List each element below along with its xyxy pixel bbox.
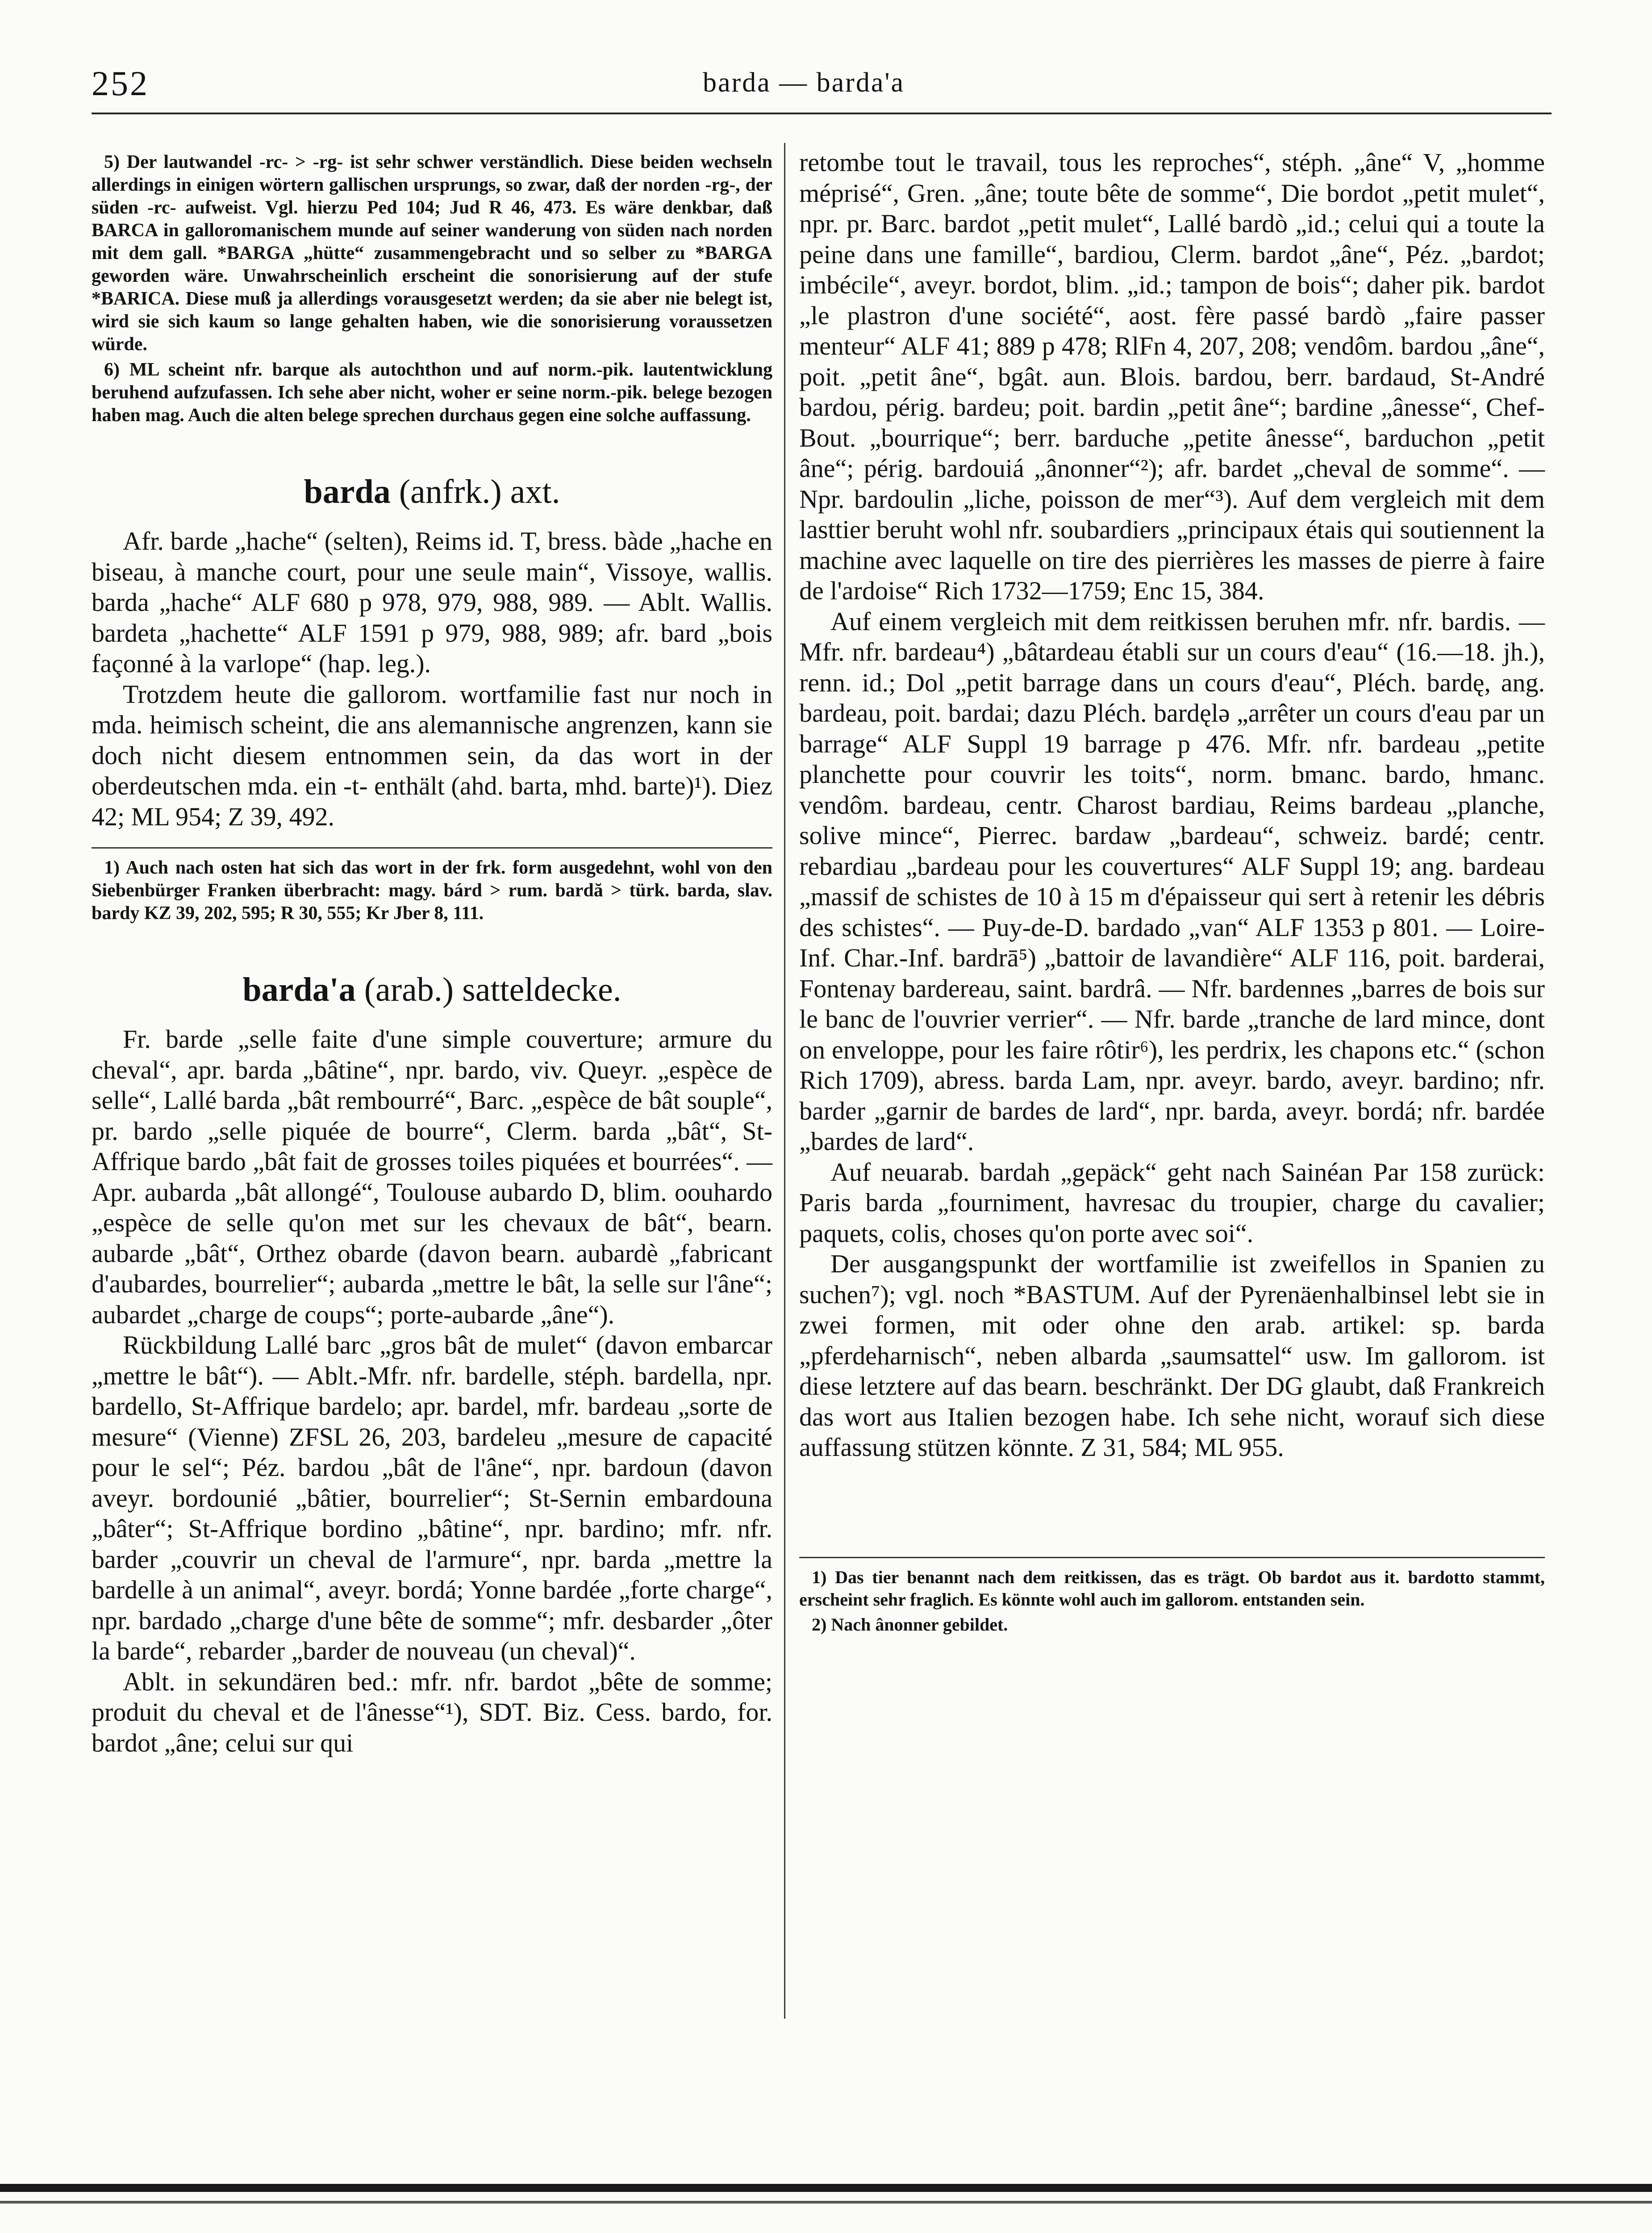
footnote-5: 5) Der lautwandel -rc- > -rg- ist sehr schwer verständlich. Diese beiden wechseln allerdings in einigen wörtern gallischen ursprungs, so zwar, daß der norden -rg-, der süden -rc- aufweist. Vgl. hierzu Ped 104; Jud R 46, 473. Es wäre denkbar, daß BARCA in galloromanischem munde auf seiner wanderung von süden nach norden mit dem gall. *BARGA „hütte“ zusammengebracht und so selber zu *BARGA geworden wäre. Unwahrscheinlich erscheint die sonorisierung auf der stufe *BARICA. Diese muß ja allerdings vorausgesetzt werden; da sie aber nie belegt ist, wird sie sich kaum so lange gehalten haben, wie die sonorisierung voraussetzen würde. (92, 152, 772, 355)
paragraph: Trotzdem heute die gallorom. wortfamilie fast nur noch in mda. heimisch scheint, die ans alemannische angrenzen, kann sie doch nicht diesem entnommen sein, da das wort in der oberdeutschen mda. ein -t- enthält (ahd. barta, mhd. barte)¹). Diez 42; ML 954; Z 39, 492. (92, 679, 772, 831)
footnote-2: 2) Nach ânonner gebildet. (812, 1614, 1008, 1635)
paragraph: Auf einem vergleich mit dem reitkissen beruhen mfr. nfr. bardis. — Mfr. nfr. bardeau⁴) „bâtardeau établi sur un cours d'eau“ (16.—18. jh.), renn. id.; Dol „petit barrage dans un cours d'eau“, Pléch. bardę, ang. bardeau, poit. bardai; dazu Pléch. bardęlə „arrêter un cours d'eau par un barrage“ ALF Suppl 19 barrage p 476. Mfr. nfr. bardeau „petite planchette pour couvrir les toits“, norm. bmanc. bardo, hmanc. vendôm. bardeau, centr. Charost bardiau, Reims bardeau „planche, solive mince“, Pierrec. bardaw „bardeau“, schweiz. bardé; centr. rebardiau „bardeau pour les couvertures“ ALF Suppl 19; ang. bardeau „massif de schistes de 10 à 15 m d'épaisseur qui sert à retenir les débris des schistes“. — Puy-de-D. bardado „van“ ALF 1353 p 801. — Loire-Inf. Char.-Inf. bardrā⁵) „battoir de lavandière“ ALF 116, poit. barderai, Fontenay bardereau, saint. bardrâ. — Nfr. bardennes „barres de bois sur le banc de l'ouvrier verrier“. — Nfr. barde „tranche de lard mince, dont on enveloppe, pour les faire rôtir⁶), les perdrix, les chapons etc.“ (schon Rich 1709), abress. barda Lam, npr. aveyr. bardo, aveyr. bardino; nfr. barder „garnir de bardes de lard“, npr. barda, aveyr. bordá; nfr. bardée „bardes de lard“. (799, 606, 1545, 1156)
entry-heading-bardaa (92, 970, 772, 1010)
footnote-1: 1) Auch nach osten hat sich das wort in der frk. form ausgedehnt, wohl von den Siebenbürger Franken überbracht: magy. bárd > rum. bardă > türk. barda, slav. bardy KZ 39, 202, 595; R 30, 555; Kr Jber 8, 111. (92, 857, 772, 924)
lemma: barda (304, 473, 391, 510)
paragraph: Ablt. in sekundären bed.: mfr. nfr. bardot „bête de somme; produit du cheval et de l'ânesse“¹), SDT. Biz. Cess. bardo, for. bardot „âne; celui sur qui (92, 1667, 772, 1757)
footnote-6: 6) ML scheint nfr. barque als autochthon und auf norm.-pik. lautentwicklung beruhend aufzufassen. Ich sehe aber nicht, woher er seine norm.-pik. belege bezogen haben mag. Auch die alten belege sprechen durchaus gegen eine solche auffassung. (92, 360, 772, 426)
footnote-1: 1) Das tier benannt nach dem reitkissen, das es trägt. Ob bardot aus it. bardotto stammt, erscheint sehr fraglich. Es könnte wohl auch im gallorom. entstanden sein. (799, 1567, 1545, 1610)
left-column (92, 147, 772, 1758)
lemma-gloss: (arab.) satteldecke. (364, 971, 622, 1008)
paragraph: retombe tout le travail, tous les reproches“, stéph. „âne“ V, „homme méprisé“, Gren. „âne; toute bête de somme“, Die bordot „petit mulet“, npr. pr. Barc. bardot „petit mulet“, Lallé bardò „id.; celui qui a toute la peine dans une famille“, bardiou, Clerm. bardot „âne“, Péz. „bardot; imbécile“, aveyr. bordot, blim. „id.; tampon de bois“; daher pik. bardot „le plastron d'une société“, aost. fère passé bardò „faire passer menteur“ ALF 41; 889 p 478; RlFn 4, 207, 208; vendôm. bardou „âne“, poit. „petit âne“, bgât. aun. Blois. bardou, berr. bardaud, St-André bardou, périg. bardeu; poit. bardin „petit âne“; bardine „ânesse“, Chef-Bout. „bourrique“; berr. barduche „petite ânesse“, barduchon „petit âne“; périg. bardouiá „ânonner“²); afr. bardet „cheval de somme“. — Npr. bardoulin „liche, poisson de mer“³). Auf dem vergleich mit dem lasttier beruht wohl nfr. soubardiers „principaux étais qui soutiennent la machine avec laquelle on tire des pierrières les masses de pierre à faire de l'ardoise“ Rich 1732—1759; Enc 15, 384. (799, 148, 1545, 605)
paragraph: Auf neuarab. bardah „gepäck“ geht nach Sainéan Par 158 zurück: Paris barda „fourniment, havresac du troupier, charge du cavalier; paquets, colis, choses qu'on porte avec soi“. (799, 1157, 1545, 1248)
page-header (0, 0, 1652, 143)
continued-footnotes (92, 151, 772, 427)
right-column (799, 147, 1545, 1639)
paragraph: Rückbildung Lallé barc „gros bât de mulet“ (davon embarcar „mettre le bât“). — Ablt.-Mfr. nfr. bardelle, stéph. bardella, npr. bardello, St-Affrique bardelo; apr. bardel, mfr. bardeau „sorte de mesure“ (Vienne) ZFSL 26, 203, bardeleu „mesure de capacité pour le sel“; Péz. bardou „bât de l'âne“, npr. bardoun (davon aveyr. bordounié „bâtier, bourrelier“; St-Sernin embardouna „bâter“; St-Affrique bordino „bâtine“, npr. bardino; mfr. nfr. barder „couvrir un cheval de l'armure“, npr. barda „mettre la bardelle à un animal“, aveyr. bordá; Yonne bardée „forte charge“, npr. bardado „charge d'une bête de somme“; mfr. desbarder „ôter la barde“, rebarder „barder de nouveau (un cheval)“. (92, 1330, 772, 1665)
header-rule (92, 113, 1552, 114)
footnote-rule (92, 847, 772, 849)
paragraph: Afr. barde „hache“ (selten), Reims id. T, bress. bàde „hache en biseau, à manche court, pour une seule main“, Vissoye, wallis. barda „hache“ ALF 680 p 978, 979, 988, 989. — Ablt. Wallis. bardeta „hachette“ ALF 1591 p 979, 988, 989; afr. bard „bois façonné à la varlope“ (hap. leg.). (92, 527, 772, 678)
lemma: barda'a (242, 971, 356, 1008)
column-divider (784, 143, 785, 2019)
paragraph: Der ausgangspunkt der wortfamilie ist zweifellos in Spanien zu suchen⁷); vgl. noch *BASTUM. Auf der Pyrenäenhalbinsel lebt sie in zwei formen, mit oder ohne den arab. artikel: sp. barda „pferdeharnisch“, neben albarda „saumsattel“ usw. Im gallorom. ist diese letztere auf das bearn. beschränkt. Der DG glaubt, daß Frankreich das wort aus Italien bezogen habe. Ich sehe nicht, worauf sich diese auffassung stützen könnte. Z 31, 584; ML 955. (799, 1249, 1545, 1462)
entry-heading-barda (92, 472, 772, 512)
lemma-gloss: (anfrk.) axt. (399, 473, 560, 510)
page-number: 252 (92, 64, 149, 103)
running-head: barda — barda'a (702, 67, 905, 98)
paragraph: Fr. barde „selle faite d'une simple couverture; armure du cheval“, apr. barda „bâtine“, npr. bardo, viv. Queyr. „espèce de selle“, Lallé barda „bât rembourré“, Barc. „espèce de bât souple“, pr. bardo „selle piquée de bourre“, Clerm. barda „bât“, St-Affrique bardo „bât fait de grosses toiles piquées et bourrées“. — Apr. aubarda „bât allongé“, Toulouse aubardo D, blim. oouhardo „espèce de selle qu'on met sur les chevaux de bât“, bearn. aubarde „bât“, Orthez obarde (davon bearn. aubardè „fabricant d'aubardes, bourrelier“; aubarda „mettre le bât, la selle sur l'âne“; aubardet „charge de coups“; porte-aubarde „âne“). (92, 1025, 772, 1329)
footnote-rule (799, 1557, 1545, 1558)
bottom-scan-border-thin (0, 2201, 1652, 2204)
bottom-scan-border (0, 2184, 1652, 2192)
